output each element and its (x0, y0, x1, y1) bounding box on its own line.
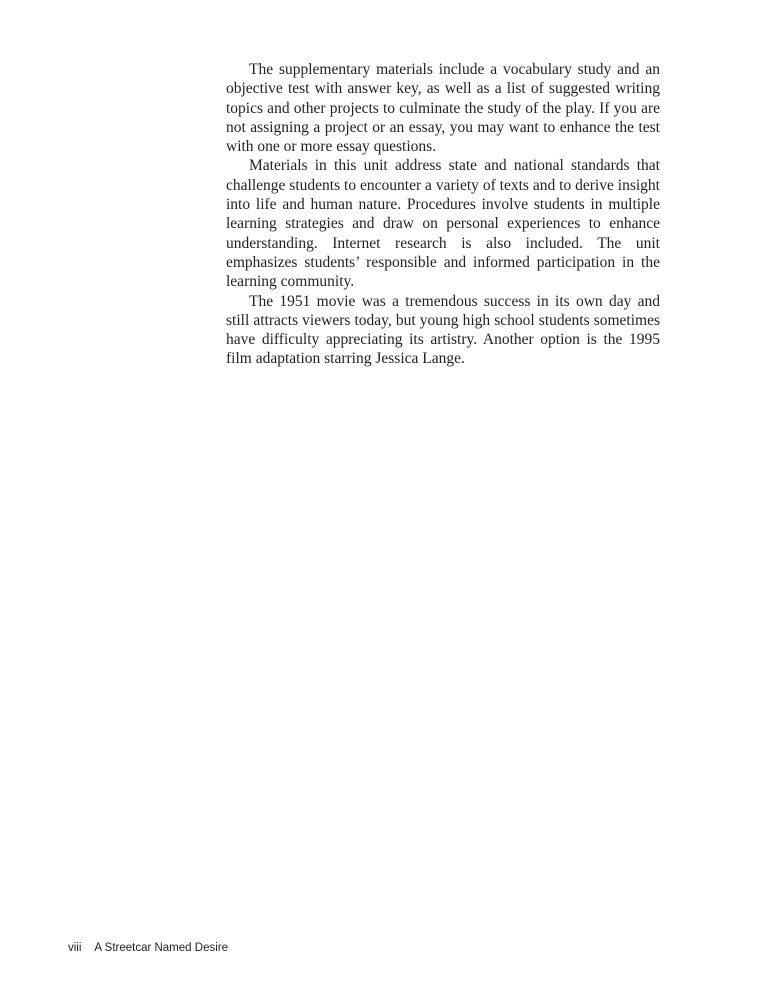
body-text-block (226, 60, 660, 369)
page-footer (68, 941, 228, 955)
paragraph-film-adaptations: The 1951 movie was a tremendous success in its own day and still attracts viewers today, but young high school students sometimes have difficulty appreciating its artistry. Another option is the 1995 film adaptation starring Jessica Lange. (226, 292, 660, 368)
page-number: viii (68, 942, 82, 954)
paragraph-unit-standards: Materials in this unit address state and national standards that challenge students to encounter a variety of texts and to derive insight into life and human nature. Procedures involve students in multiple learning strategies and draw on personal experiences to enhance understanding. Internet research is also included. The unit emphasizes students’ responsible and informed participation in the learning community. (226, 157, 660, 291)
running-title: A Streetcar Named Desire (94, 942, 229, 954)
paragraph-supplementary-materials: The supplementary materials include a vocabulary study and an objective test with answer key, as well as a list of suggested writing topics and other projects to culminate the study of the play. If you are not assigning a project or an essay, you may want to enhance the test with one or more essay questions. (226, 61, 660, 156)
